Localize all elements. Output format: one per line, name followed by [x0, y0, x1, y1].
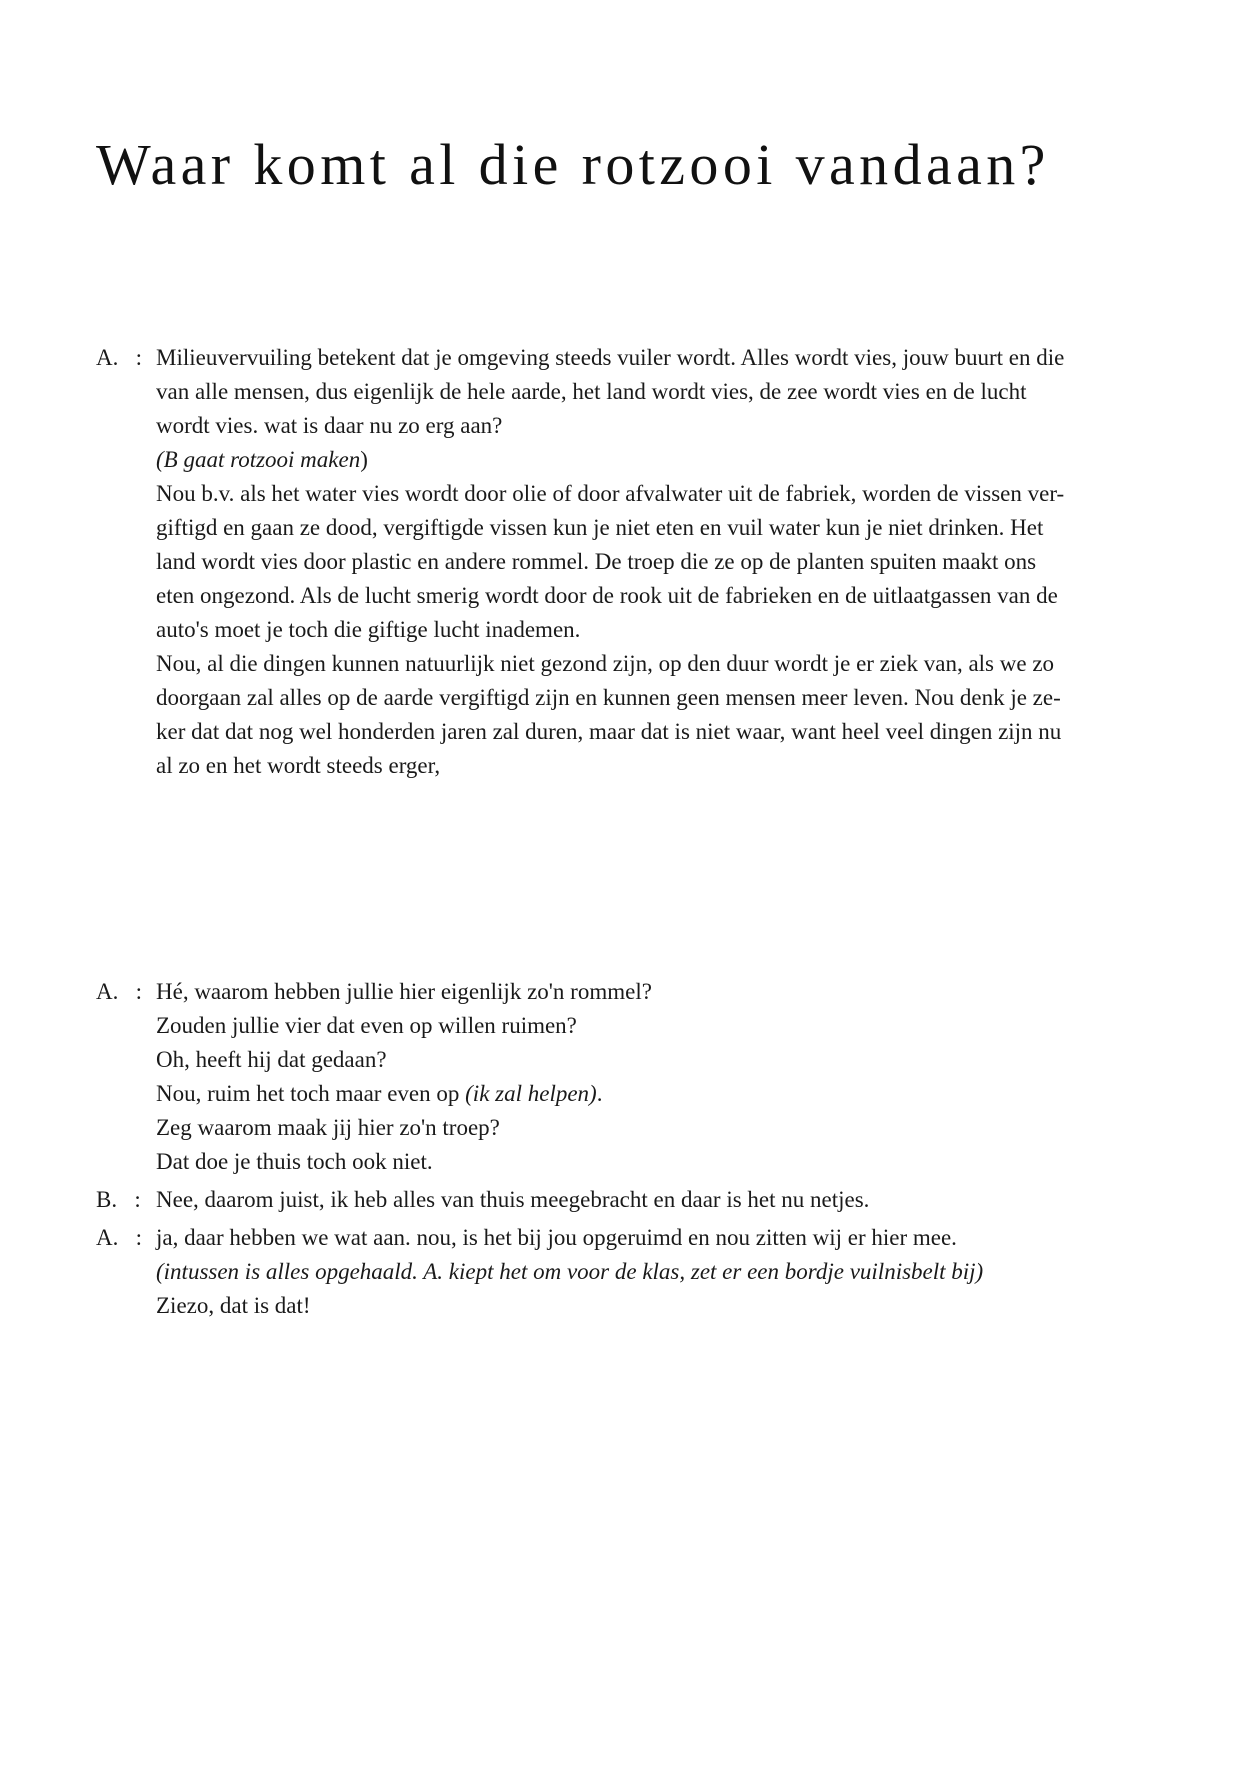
stage-direction: (ik zal helpen)	[465, 1081, 597, 1106]
stage-direction-close: )	[360, 447, 368, 472]
page-title: Waar komt al die rotzooi vandaan?	[96, 132, 1050, 197]
speaker-label: A. :	[96, 979, 142, 1004]
line-end: .	[596, 1081, 603, 1106]
dialogue-line: Zouden jullie vier dat even op willen ruimen?	[156, 1013, 577, 1038]
speaker-label: A. :	[96, 1225, 142, 1250]
dialogue-line: Ziezo, dat is dat!	[156, 1293, 311, 1318]
dialogue-line: ja, daar hebben we wat aan. nou, is het bij jou opgeruimd en nou zitten wij er hier mee.	[156, 1225, 957, 1250]
line-text: Nou, ruim het toch maar even op	[156, 1081, 466, 1106]
dialogue-line: ker dat dat nog wel honderden jaren zal duren, maar dat is niet waar, want heel veel dingen zijn nu	[156, 719, 1062, 744]
dialogue-line: eten ongezond. Als de lucht smerig wordt door de rook uit de fabrieken en de uitlaatgassen van de	[156, 583, 1058, 608]
dialogue-line: doorgaan zal alles op de aarde vergiftigd zijn en kunnen geen mensen meer leven. Nou denk je ze-	[156, 685, 1061, 710]
speaker-label: B. :	[96, 1187, 141, 1212]
dialogue-turn	[96, 1183, 1166, 1217]
dialogue-line: Nou, al die dingen kunnen natuurlijk niet gezond zijn, op den duur wordt je er ziek van, als we zo	[156, 651, 1055, 676]
dialogue-section-1	[96, 341, 1166, 783]
dialogue-turn	[96, 1221, 1166, 1323]
dialogue-line: van alle mensen, dus eigenlijk de hele aarde, het land wordt vies, de zee wordt vies en de lucht	[156, 379, 1027, 404]
dialogue-line: al zo en het wordt steeds erger,	[156, 753, 441, 778]
dialogue-line: Milieuvervuiling betekent dat je omgeving steeds vuiler wordt. Alles wordt vies, jouw buurt en die	[156, 345, 1065, 370]
dialogue-line	[156, 1077, 1166, 1111]
dialogue-line: Oh, heeft hij dat gedaan?	[156, 1047, 387, 1072]
stage-direction: (intussen is alles opgehaald. A. kiept het om voor de klas, zet er een bordje vuilnisbelt bij)	[156, 1259, 984, 1284]
dialogue-line: Hé, waarom hebben jullie hier eigenlijk zo'n rommel?	[156, 979, 652, 1004]
dialogue-line: wordt vies. wat is daar nu zo erg aan?	[156, 413, 503, 438]
dialogue-section-2	[96, 975, 1166, 1323]
stage-direction: (B gaat rotzooi maken	[156, 447, 361, 472]
dialogue-line: Dat doe je thuis toch ook niet.	[156, 1149, 433, 1174]
dialogue-turn	[96, 341, 1166, 783]
dialogue-line: land wordt vies door plastic en andere rommel. De troep die ze op de planten spuiten maakt ons	[156, 549, 1037, 574]
dialogue-line: Nee, daarom juist, ik heb alles van thuis meegebracht en daar is het nu netjes.	[156, 1187, 870, 1212]
dialogue-turn	[96, 975, 1166, 1179]
speaker-label: A. :	[96, 345, 142, 370]
dialogue-line: giftigd en gaan ze dood, vergiftigde vissen kun je niet eten en vuil water kun je niet drinken. Het	[156, 515, 1044, 540]
dialogue-line: auto's moet je toch die giftige lucht inademen.	[156, 617, 581, 642]
stage-direction-line	[156, 443, 1166, 477]
dialogue-line: Nou b.v. als het water vies wordt door olie of door afvalwater uit de fabriek, worden de vissen ver-	[156, 481, 1065, 506]
dialogue-line: Zeg waarom maak jij hier zo'n troep?	[156, 1115, 500, 1140]
